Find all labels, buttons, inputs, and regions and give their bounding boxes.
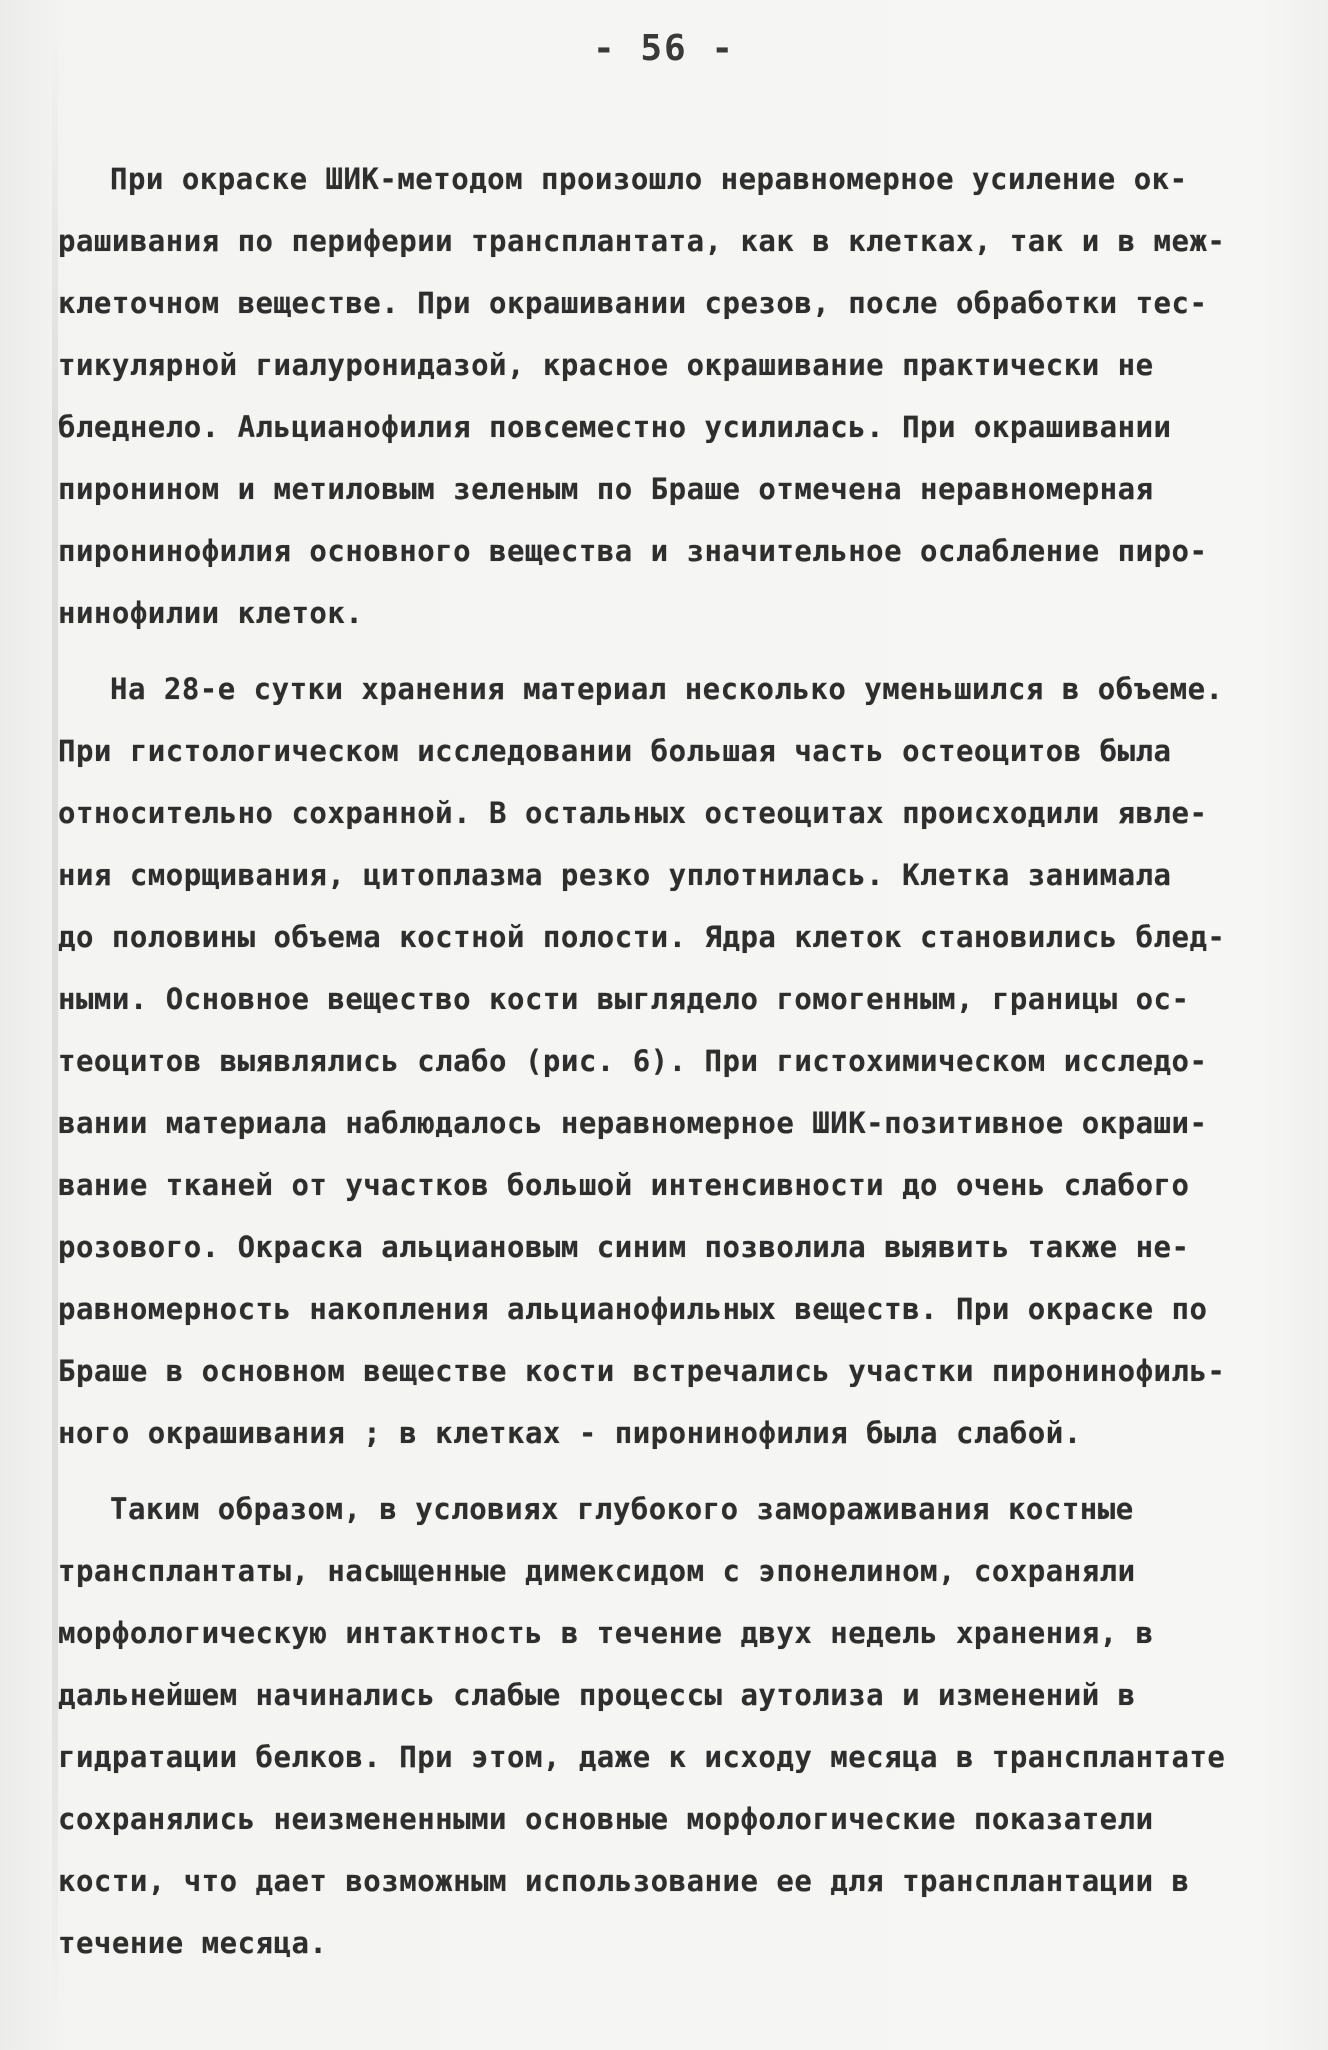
text-line: ния сморщивания, цитоплазма резко уплотнилась. Клетка занимала bbox=[58, 858, 1172, 892]
text-line: до половины объема костной полости. Ядра клеток становились блед- bbox=[58, 920, 1226, 954]
text-line: ными. Основное вещество кости выглядело гомогенным, границы ос- bbox=[58, 982, 1190, 1016]
text-line: равномерность накопления альцианофильных веществ. При окраске по bbox=[58, 1292, 1208, 1326]
text-line: На 28-е сутки хранения материал несколько уменьшился в объеме. bbox=[110, 672, 1224, 706]
text-line: рашивания по периферии трансплантата, как в клетках, так и в меж- bbox=[58, 224, 1226, 258]
paragraph-3 bbox=[58, 1478, 1273, 1974]
text-line: тикулярной гиалуронидазой, красное окрашивание практически не bbox=[58, 348, 1154, 382]
text-line: пиронинофилия основного вещества и значительное ослабление пиро- bbox=[58, 534, 1208, 568]
text-line: гидратации белков. При этом, даже к исходу месяца в трансплантате bbox=[58, 1740, 1226, 1774]
paragraph-1 bbox=[58, 148, 1273, 644]
text-line: сохранялись неизмененными основные морфологические показатели bbox=[58, 1802, 1154, 1836]
paragraph-2 bbox=[58, 658, 1273, 1464]
text-line: Таким образом, в условиях глубокого замораживания костные bbox=[110, 1492, 1134, 1526]
text-line: относительно сохранной. В остальных остеоцитах происходили явле- bbox=[58, 796, 1208, 830]
text-line: бледнело. Альцианофилия повсеместно усилилась. При окрашивании bbox=[58, 410, 1172, 444]
text-line: трансплантаты, насыщенные димексидом с эпонелином, сохраняли bbox=[58, 1554, 1136, 1588]
text-line: розового. Окраска альциановым синим позволила выявить также не- bbox=[58, 1230, 1190, 1264]
text-line: дальнейшем начинались слабые процессы аутолиза и изменений в bbox=[58, 1678, 1136, 1712]
text-line: клеточном веществе. При окрашивании срезов, после обработки тес- bbox=[58, 286, 1208, 320]
text-line: вании материала наблюдалось неравномерное ШИК-позитивное окраши- bbox=[58, 1106, 1208, 1140]
text-line: Браше в основном веществе кости встречались участки пиронинофиль- bbox=[58, 1354, 1226, 1388]
text-line: течение месяца. bbox=[58, 1926, 328, 1960]
text-line: При гистологическом исследовании большая часть остеоцитов была bbox=[58, 734, 1172, 768]
text-line: нинофилии клеток. bbox=[58, 596, 364, 630]
text-line: кости, что дает возможным использование ее для трансплантации в bbox=[58, 1864, 1190, 1898]
text-line: морфологическую интактность в течение двух недель хранения, в bbox=[58, 1616, 1154, 1650]
text-body bbox=[58, 148, 1273, 1988]
text-line: При окраске ШИК-методом произошло неравномерное усиление ок- bbox=[110, 162, 1188, 196]
text-line: ного окрашивания ; в клетках - пиронинофилия была слабой. bbox=[58, 1416, 1082, 1450]
page-number: - 56 - bbox=[592, 28, 736, 69]
text-line: пиронином и метиловым зеленым по Браше отмечена неравномерная bbox=[58, 472, 1154, 506]
text-line: вание тканей от участков большой интенсивности до очень слабого bbox=[58, 1168, 1190, 1202]
text-line: теоцитов выявлялись слабо (рис. 6). При гистохимическом исследо- bbox=[58, 1044, 1208, 1078]
